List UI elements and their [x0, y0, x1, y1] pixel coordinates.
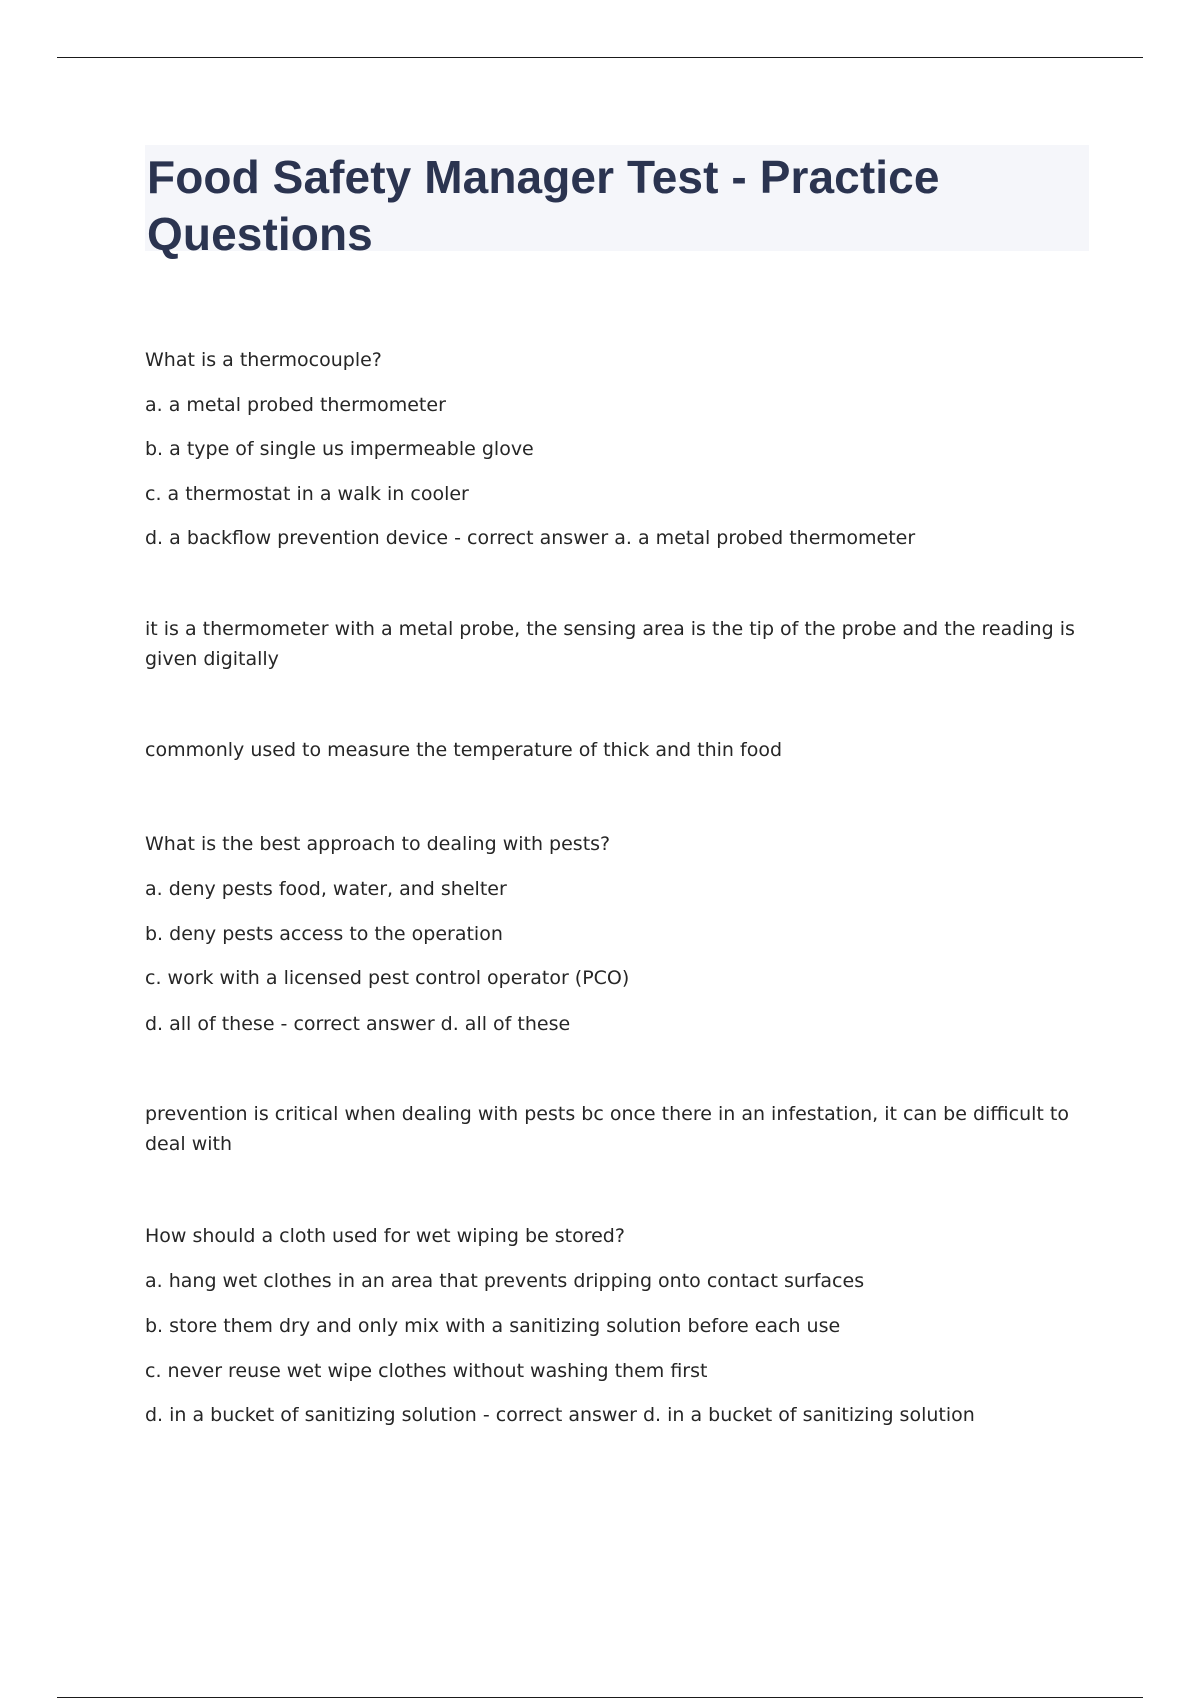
explanation-text: prevention is critical when dealing with pests bc once there in an infestation, it can be difficult to deal with: [145, 1103, 1069, 1155]
answer-option: b. a type of single us impermeable glove: [145, 438, 534, 460]
title-banner: [145, 145, 1089, 260]
explanation-text: it is a thermometer with a metal probe, the sensing area is the tip of the probe and the reading is given digitally: [145, 618, 1075, 670]
page-title: Food Safety Manager Test - Practice Questions: [147, 151, 940, 260]
answer-option-correct: d. all of these - correct answer d. all of these: [145, 1013, 571, 1035]
answer-option: c. a thermostat in a walk in cooler: [145, 483, 469, 505]
answer-option: c. never reuse wet wipe clothes without washing them first: [145, 1360, 708, 1382]
answer-option: c. work with a licensed pest control operator (PCO): [145, 967, 630, 989]
answer-option-correct: d. a backflow prevention device - correct answer a. a metal probed thermometer: [145, 527, 916, 549]
answer-option: b. store them dry and only mix with a sanitizing solution before each use: [145, 1315, 841, 1337]
answer-option-correct: d. in a bucket of sanitizing solution - correct answer d. in a bucket of sanitizing solution: [145, 1404, 975, 1426]
answer-option: a. deny pests food, water, and shelter: [145, 878, 507, 900]
header-rule: [57, 57, 1143, 58]
answer-option: b. deny pests access to the operation: [145, 923, 503, 945]
question-text: What is a thermocouple?: [145, 349, 382, 371]
question-text: How should a cloth used for wet wiping be stored?: [145, 1225, 625, 1247]
answer-option: a. hang wet clothes in an area that prevents dripping onto contact surfaces: [145, 1270, 865, 1292]
explanation-text: commonly used to measure the temperature of thick and thin food: [145, 739, 783, 761]
footer-rule: [57, 1697, 1143, 1698]
question-text: What is the best approach to dealing with pests?: [145, 833, 611, 855]
answer-option: a. a metal probed thermometer: [145, 394, 446, 416]
document-body: [145, 145, 1089, 1426]
